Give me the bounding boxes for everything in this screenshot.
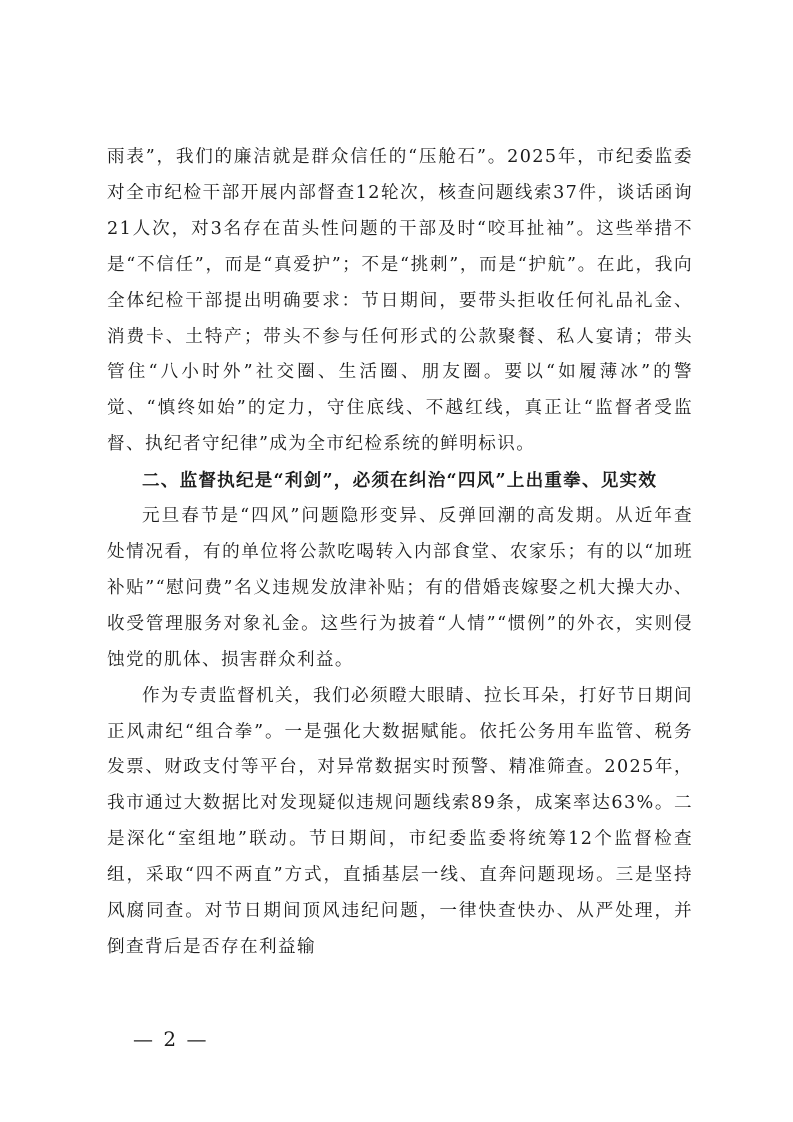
paragraph: 作为专责监督机关，我们必须瞪大眼睛、拉长耳朵，打好节日期间正风肃纪“组合拳”。一是强化大数据赋能。依托公务用车监管、税务发票、财政支付等平台，对异常数据实时预警、精准筛查。2025年，我市通过大数据比对发现疑似违规问题线索89条，成案率达63%。二是深化“室组地”联动。节日期间，市纪委监委将统筹12个监督检查组，采取“四不两直”方式，直插基层一线、直奔问题现场。三是坚持风腐同查。对节日期间顶风违纪问题，一律快查快办、从严处理，并倒查背后是否存在利益输 (107, 685, 693, 957)
document-body (107, 140, 693, 966)
paragraph: 元旦春节是“四风”问题隐形变异、反弹回潮的高发期。从近年查处情况看，有的单位将公款吃喝转入内部食堂、农家乐；有的以“加班补贴”“慰问费”名义违规发放津补贴；有的借婚丧嫁娶之机大操大办、收受管理服务对象礼金。这些行为披着“人情”“惯例”的外衣，实则侵蚀党的肌体、损害群众利益。 (107, 506, 693, 670)
page-number: — 2 — (133, 1027, 209, 1051)
paragraph-continuation: 雨表”，我们的廉洁就是群众信任的“压舱石”。2025年，市纪委监委对全市纪检干部开展内部督查12轮次，核查问题线索37件，谈话函询21人次，对3名存在苗头性问题的干部及时“咬耳扯袖”。这些举措不是“不信任”，而是“真爱护”；不是“挑刺”，而是“护航”。在此，我向全体纪检干部提出明确要求：节日期间，要带头拒收任何礼品礼金、消费卡、土特产；带头不参与任何形式的公款聚餐、私人宴请；带头管住“八小时外”社交圈、生活圈、朋友圈。要以“如履薄冰”的警觉、“慎终如始”的定力，守住底线、不越红线，真正让“监督者受监督、执纪者守纪律”成为全市纪检系统的鲜明标识。 (107, 147, 693, 455)
section-heading: 二、监督执纪是“利剑”，必须在纠治“四风”上出重拳、见实效 (142, 470, 658, 492)
